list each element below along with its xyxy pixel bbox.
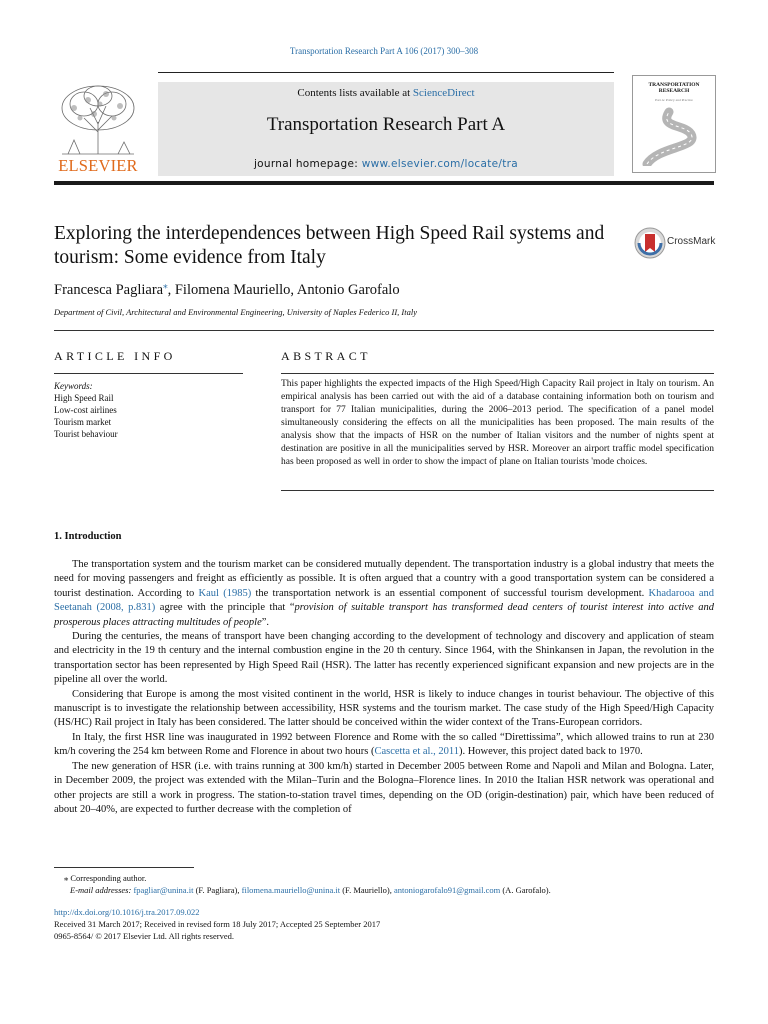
citation-link[interactable]: Khadarooa and Seetanah (2008, p.831) [54,587,714,614]
article-metadata [54,906,380,942]
author-list [54,280,400,299]
doi-link[interactable]: http://dx.doi.org/10.1016/j.tra.2017.09.022 [54,907,200,917]
keyword-item: Low-cost airlines [54,405,117,415]
elsevier-wordmark: ELSEVIER [58,156,138,175]
journal-title: Transportation Research Part A [266,114,506,135]
intro-paragraph-5: The new generation of HSR (i.e. with trains running at 300 km/h) started in December 2005 between Rome and Napoli and Milan and Bologna. Later, in December 2009, the project was extended with the Milan–Turin and the Bologna–Florence lines. In 2010 the Italian HSR network was operational and other projects are still a work in progress. The station-to-station travel times, depending on the OD (origin-destination) pair, which have been reduced of about 20–40%, are expected to further decrease with the completion of [54,760,714,815]
citation-link[interactable]: Cascetta et al., 2011 [374,746,459,758]
quoted-text: provision of suitable transport has transformed dead centers of tourist interest into active and prosperous places attracting multitudes of people [54,602,714,628]
author-others: , Filomena Mauriello, Antonio Garofalo [167,281,400,298]
citation-link[interactable]: Kaul (1985) [198,587,252,599]
email-owner: (F. Mauriello), [340,885,394,895]
abstract-rule-bottom [281,490,714,491]
text-run: agree with the principle that “ [155,602,295,614]
homepage-prefix: journal homepage: [253,158,362,170]
keyword-item: Tourism market [54,417,112,427]
crossmark-badge[interactable] [634,227,724,259]
sciencedirect-link[interactable]: ScienceDirect [412,87,475,99]
keyword-item: High Speed Rail [54,393,114,403]
email-owner: (A. Garofalo). [500,885,551,895]
header-thick-rule [54,181,714,185]
keyword-item: Tourist behaviour [54,429,118,439]
intro-paragraph-2: During the centuries, the means of transport have been changing according to the development of technology and discovery and application of steam and electricity in the 19 th century and the internal combustion engine in the 20 th century. Since 1964, with the Shinkansen in Japan, the revolution in the transportation sector has been represented by High Speed Rail (HSR). The latter has recently experienced significant expansion and new projects are in the pipeline all over the world. [54,631,714,686]
intro-paragraph-1 [54,558,714,630]
author-first: Francesca Pagliara [54,281,164,298]
email-owner: (F. Pagliara), [193,885,242,895]
keywords-label: Keywords: [54,381,93,391]
text-run: In Italy, the first HSR line was inaugurated in 1992 between Florence and Rome with the so called “Direttissima”, which allowed trains to run at 230 km/h covering the 254 km between Rome and Florence in about two hours ( [54,731,714,758]
cover-subtitle: Part A: Policy and Practice [655,98,693,102]
footnote-mark: ⁎ [64,873,69,883]
journal-homepage [158,158,614,170]
article-title: Exploring the interdependences between High Speed Rail systems and tourism: Some evidence from Italy [54,223,605,268]
header-divider [158,72,614,73]
crossmark-label: CrossMark [667,236,716,247]
intro-paragraph-3: Considering that Europe is among the most visited continent in the world, HSR is likely to induce changes in tourist behaviour. The objective of this manuscript is to investigate the relationship between accessibility, HSR systems and the tourism market. The case study of the High Speed/High Capacity (HS/HC) Rail project in Italy has been considered. The latter should be conceived within the wider context of the Trans-European corridors. [54,688,714,729]
email-addresses [54,884,551,896]
footnote-divider [54,867,194,868]
email-link[interactable]: filomena.mauriello@unina.it [241,885,341,895]
abstract-text: This paper highlights the expected impacts of the High Speed/High Capacity Rail project in Italy on tourism. An empirical analysis has been carried out with the aid of a database containing information both on tourism and transport for 77 Italian municipalities, during the 2006–2013 period. The specification of a panel model simultaneously considering the effects on all the municipalities has been proposed. The main results of the analysis show that the impacts of HSR on the number of Italian visitors and the number of nights spent at destination are positive in all the municipalities served by HSR. Moreover an airport traffic model specification has been proposed as well in order to show the impact of plane on Italian tourists 'mode choices. [281,379,714,467]
elsevier-logo [54,82,142,176]
abstract-rule-top [281,373,714,374]
homepage-link[interactable]: www.elsevier.com/locate/tra [361,158,519,170]
email-link[interactable]: fpagliar@unina.it [133,885,194,895]
cover-title: TRANSPORTATION RESEARCH [648,82,700,94]
journal-reference-link[interactable]: Transportation Research Part A 106 (2017) 300–308 [289,46,479,56]
cover-road-graphic [639,106,709,166]
intro-paragraph-4 [54,731,714,760]
elsevier-tree-icon [54,82,142,156]
corresponding-author-mark[interactable]: ⁎ [163,280,168,290]
footnote-text: Corresponding author. [70,873,147,883]
contents-prefix: Contents lists available at [297,87,413,99]
email-label: E-mail addresses: [70,885,134,895]
corresponding-author-note [54,872,551,884]
text-run: ”. [261,616,270,628]
contents-line [158,87,614,99]
text-run: the transportation network is an essential component of successful tourism development. [251,587,649,599]
journal-reference[interactable] [0,46,768,56]
divider-under-affiliation [54,330,714,331]
crossmark-icon [634,227,666,259]
journal-banner [158,82,614,176]
text-run: ). However, this project dated back to 1970. [458,746,643,758]
affiliation: Department of Civil, Architectural and Environmental Engineering, University of Naples Federico II, Italy [54,307,417,317]
journal-cover-thumbnail[interactable] [632,75,716,173]
received-dates: Received 31 March 2017; Received in revised form 18 July 2017; Accepted 25 September 2017 [54,919,381,929]
article-info-rule [54,373,243,374]
introduction-heading: 1. Introduction [54,531,122,542]
keywords-block [54,380,118,440]
email-link[interactable]: antoniogarofalo91@gmail.com [393,885,501,895]
abstract-heading: ABSTRACT [281,349,371,363]
footnotes [54,872,551,896]
copyright-line: 0965-8564/ © 2017 Elsevier Ltd. All rights reserved. [54,931,234,941]
introduction-body [54,558,714,817]
text-run: The transportation system and the tourism market can be considered mutually dependent. The transportation industry is a global industry that meets the need for moving passengers and freight as efficiently as possible. It is often argued that a country with a good transportation system can be considered a tourist destination. According to [54,559,714,599]
article-info-heading: ARTICLE INFO [54,349,176,363]
